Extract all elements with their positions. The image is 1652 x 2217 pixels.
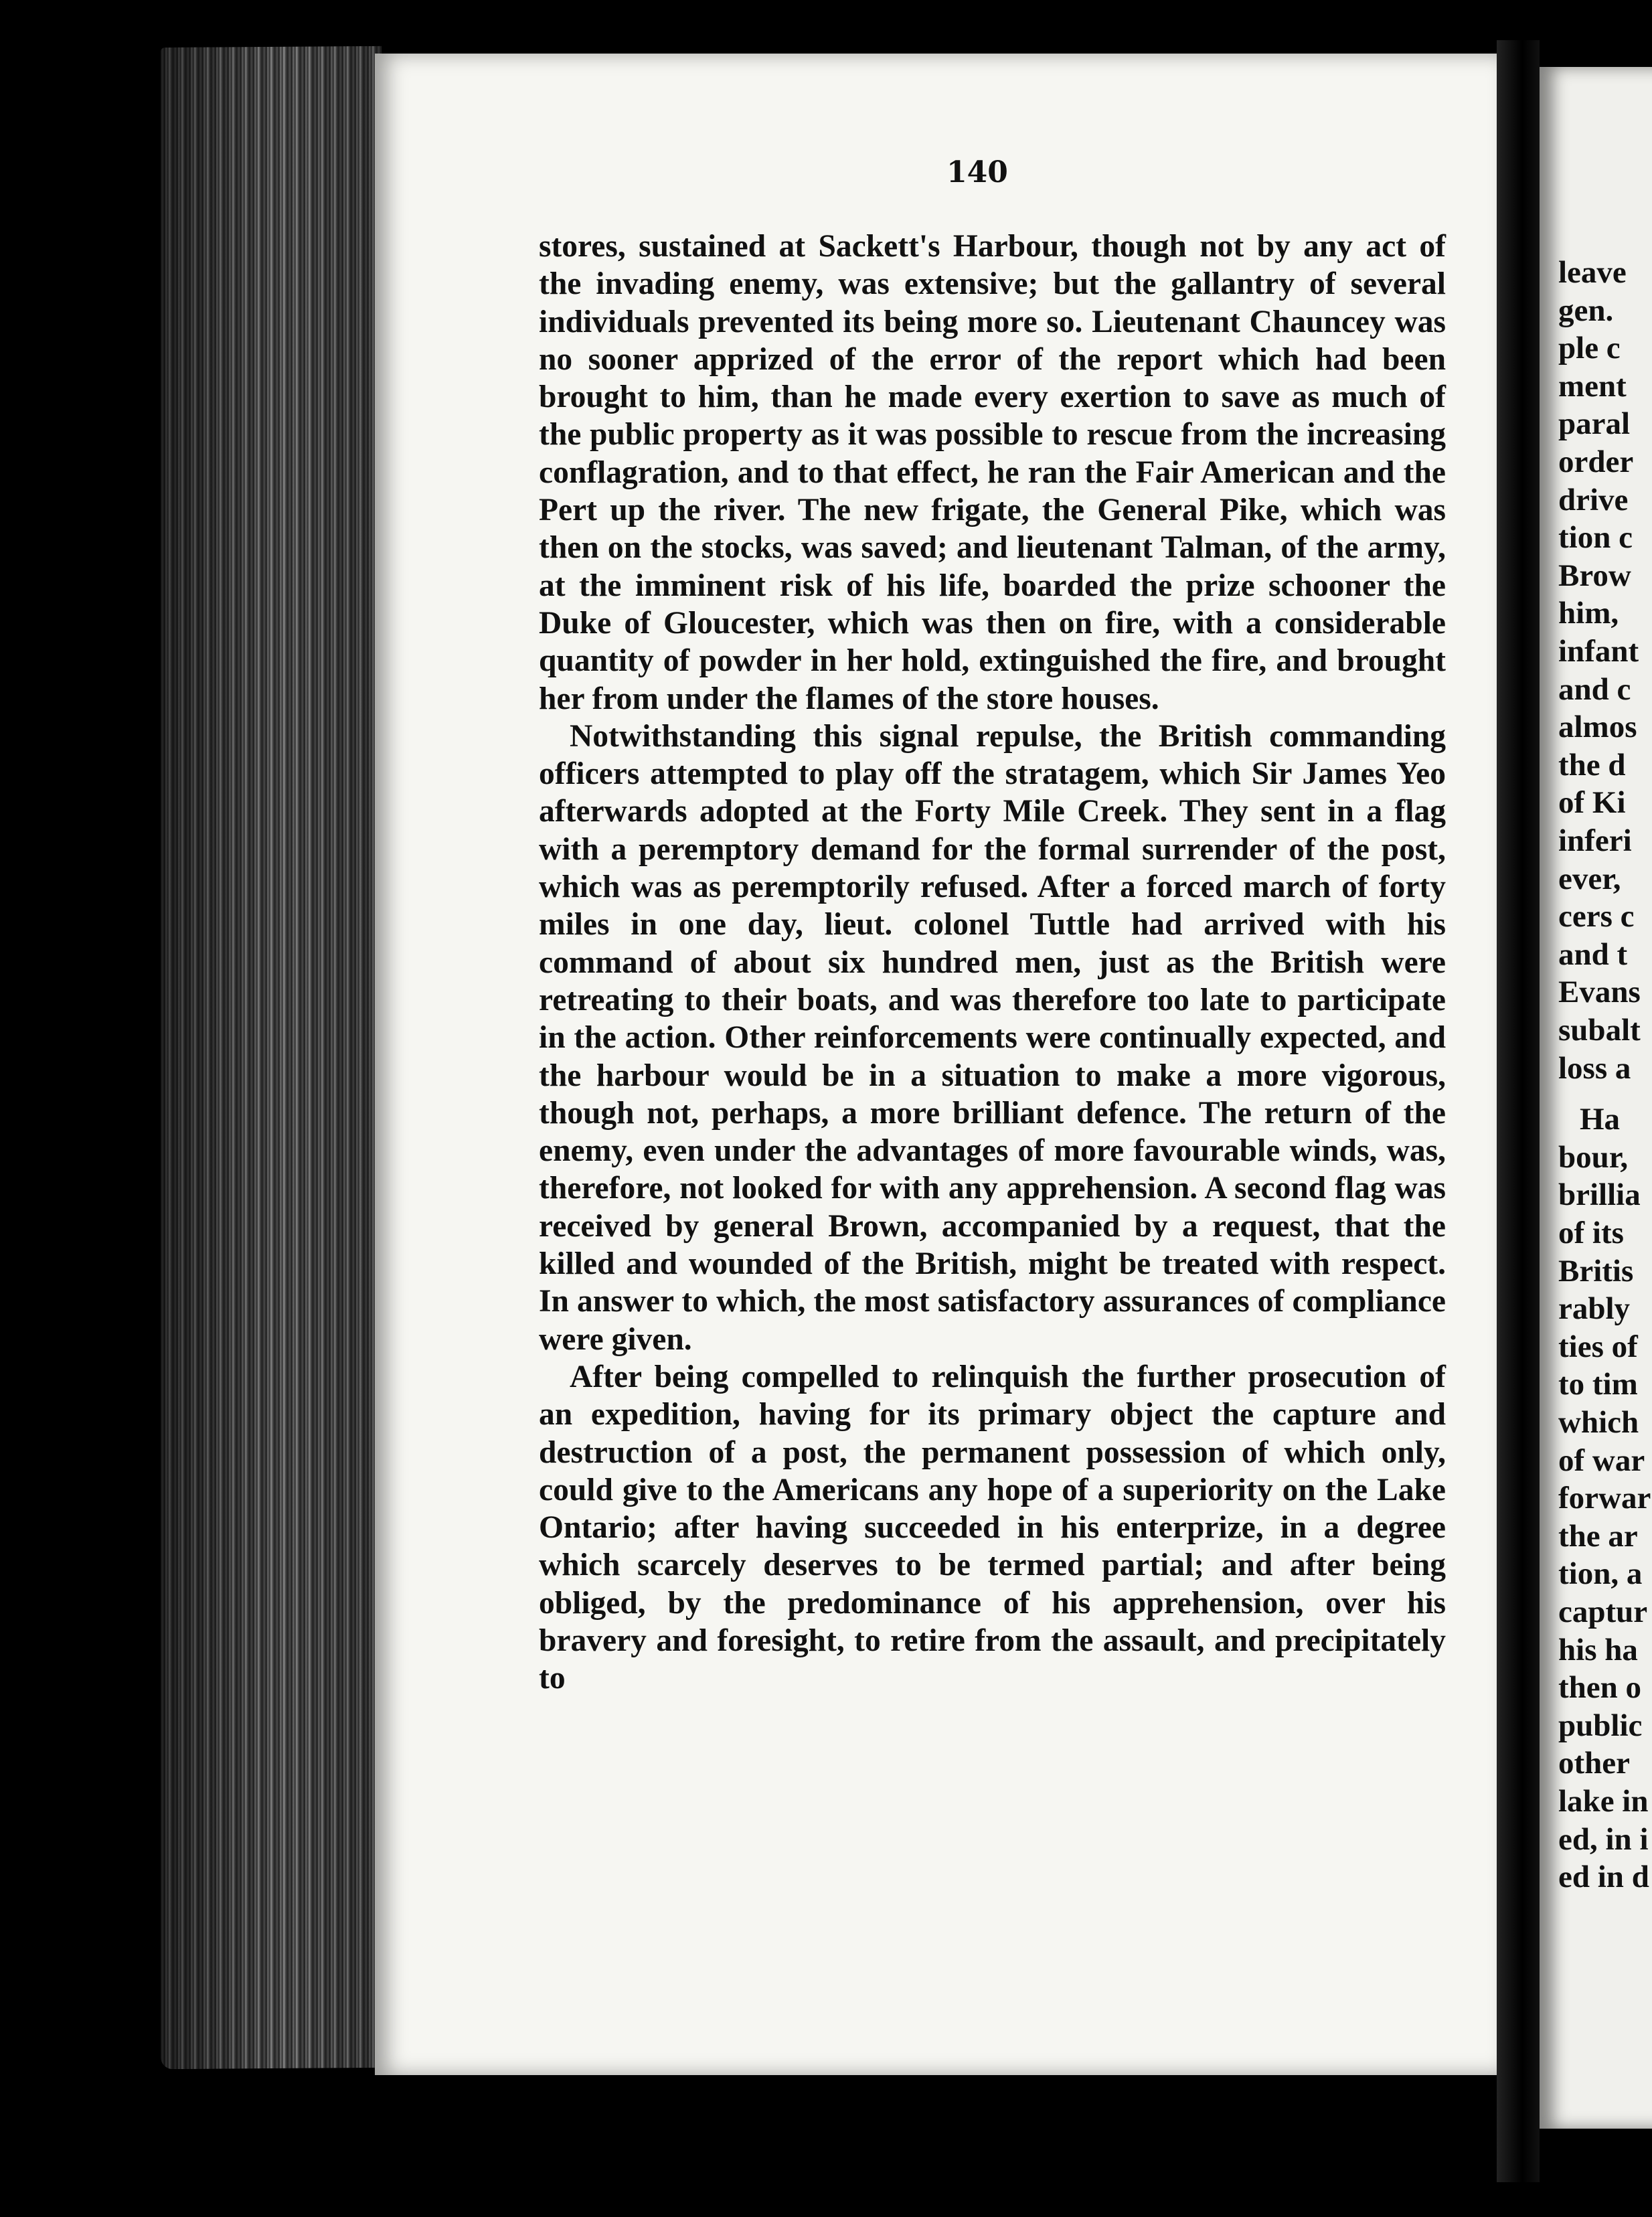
right-page-line: ever, <box>1558 861 1621 896</box>
paragraph-1: stores, sustained at Sackett's Harbour, though not by any act of the invading enemy, was extensive; but the gallantry of several individuals prevented its being more so. Lieutenant Chauncey was no sooner apprized of the error of the report which had been brought to him, than he made every exertion to save as much of the public property as it was possible to rescue from the increasing conflagration, and to that effect, he ran the Fair American and the Pert up the river. The new frigate, the General Pike, which was then on the stocks, was saved; and lieutenant Talman, of the army, at the imminent risk of his life, boarded the prize schooner the Duke of Gloucester, which was then on fire, with a considerable quantity of powder in her hold, extinguished the fire, and brought her from under the flames of the store houses. <box>539 229 1446 716</box>
right-page-line: and c <box>1558 671 1631 707</box>
right-page-line: his ha <box>1558 1632 1638 1667</box>
right-page <box>1540 67 1652 2129</box>
paragraph-2: Notwithstanding this signal repulse, the British commanding officers attempted to play off the stratagem, which Sir James Yeo afterwards adopted at the Forty Mile Creek. They sent in a flag with a peremptory demand for the formal surrender of the post, which was as peremptorily refused. After a forced march of forty miles in one day, lieut. colonel Tuttle had arrived with his command of about six hundred men, just as the British were retreating to their boats, and was therefore too late to participate in the action. Other reinforcements were continually expected, and the harbour would be in a situation to make a more vigorous, though not, perhaps, a more brilliant defence. The return of the enemy, even under the advantages of more favourable winds, was, therefore, not looked for with any apprehension. A second flag was received by general Brown, accompanied by a request, that the killed and wounded of the British, might be treated with respect. In answer to which, the most satisfactory assurances of compliance were given. <box>539 718 1446 1357</box>
paragraph-3: After being compelled to relinquish the further prosecution of an expedition, having for its primary object the capture and destruction of a post, the permanent possession of which only, could give to the Americans any hope of a superiority on the Lake Ontario; after having succeeded in his enterprize, in a degree which scarcely deserves to be termed partial; and after being obliged, by the predominance of his apprehension, over his bravery and foresight, to retire from the assault, and precipitately to <box>539 1359 1446 1696</box>
right-page-line: of Ki <box>1558 785 1626 821</box>
right-page-line: other <box>1558 1746 1631 1781</box>
right-page-line: subalt <box>1558 1013 1641 1048</box>
right-page-line: loss a <box>1558 1050 1631 1086</box>
right-page-line: order <box>1558 444 1634 479</box>
right-page-line: ple c <box>1558 331 1621 366</box>
page-number: 140 <box>946 155 1008 189</box>
right-page-line: gen. <box>1558 293 1614 328</box>
right-page-line: tion, a <box>1558 1556 1643 1592</box>
right-page-line: Ha <box>1580 1102 1621 1137</box>
gutter <box>1497 40 1540 2182</box>
right-page-line: ties of <box>1558 1329 1638 1364</box>
right-page-line: ed, in i <box>1558 1821 1649 1857</box>
right-page-line: ment <box>1558 368 1627 404</box>
right-page-line: forwar <box>1558 1481 1651 1516</box>
right-page-line: brillia <box>1558 1177 1641 1213</box>
right-page-line: the d <box>1558 747 1626 783</box>
right-page-line: then o <box>1558 1670 1642 1706</box>
right-page-line: of war <box>1558 1443 1645 1478</box>
right-page-line: almos <box>1558 710 1637 745</box>
right-page-line: captur <box>1558 1594 1648 1629</box>
right-page-line: Evans <box>1558 975 1641 1010</box>
right-page-line: ed in d <box>1558 1860 1649 1895</box>
right-page-line: which <box>1558 1405 1639 1440</box>
right-page-line: the ar <box>1558 1518 1638 1554</box>
right-page-line: lake in <box>1558 1784 1649 1819</box>
right-page-line: Brow <box>1558 558 1631 593</box>
right-page-line: leave <box>1558 255 1627 290</box>
right-page-line: and t <box>1558 936 1628 972</box>
right-page-line: inferi <box>1558 823 1632 858</box>
right-page-line: paral <box>1558 406 1631 442</box>
right-page-line: infant <box>1558 634 1639 669</box>
right-page-line: public <box>1558 1708 1643 1743</box>
right-page-line: drive <box>1558 482 1629 517</box>
right-page-line: bour, <box>1558 1139 1629 1175</box>
right-page-line: tion c <box>1558 520 1633 556</box>
right-page-line: Britis <box>1558 1253 1634 1289</box>
body-text <box>539 228 1446 1981</box>
page-edges <box>161 46 382 2069</box>
right-page-line: of its <box>1558 1216 1624 1250</box>
right-page-line: to tim <box>1558 1367 1638 1402</box>
right-page-line: cers c <box>1558 899 1635 934</box>
right-page-line: him, <box>1558 596 1619 631</box>
right-page-line: rably <box>1558 1291 1631 1327</box>
